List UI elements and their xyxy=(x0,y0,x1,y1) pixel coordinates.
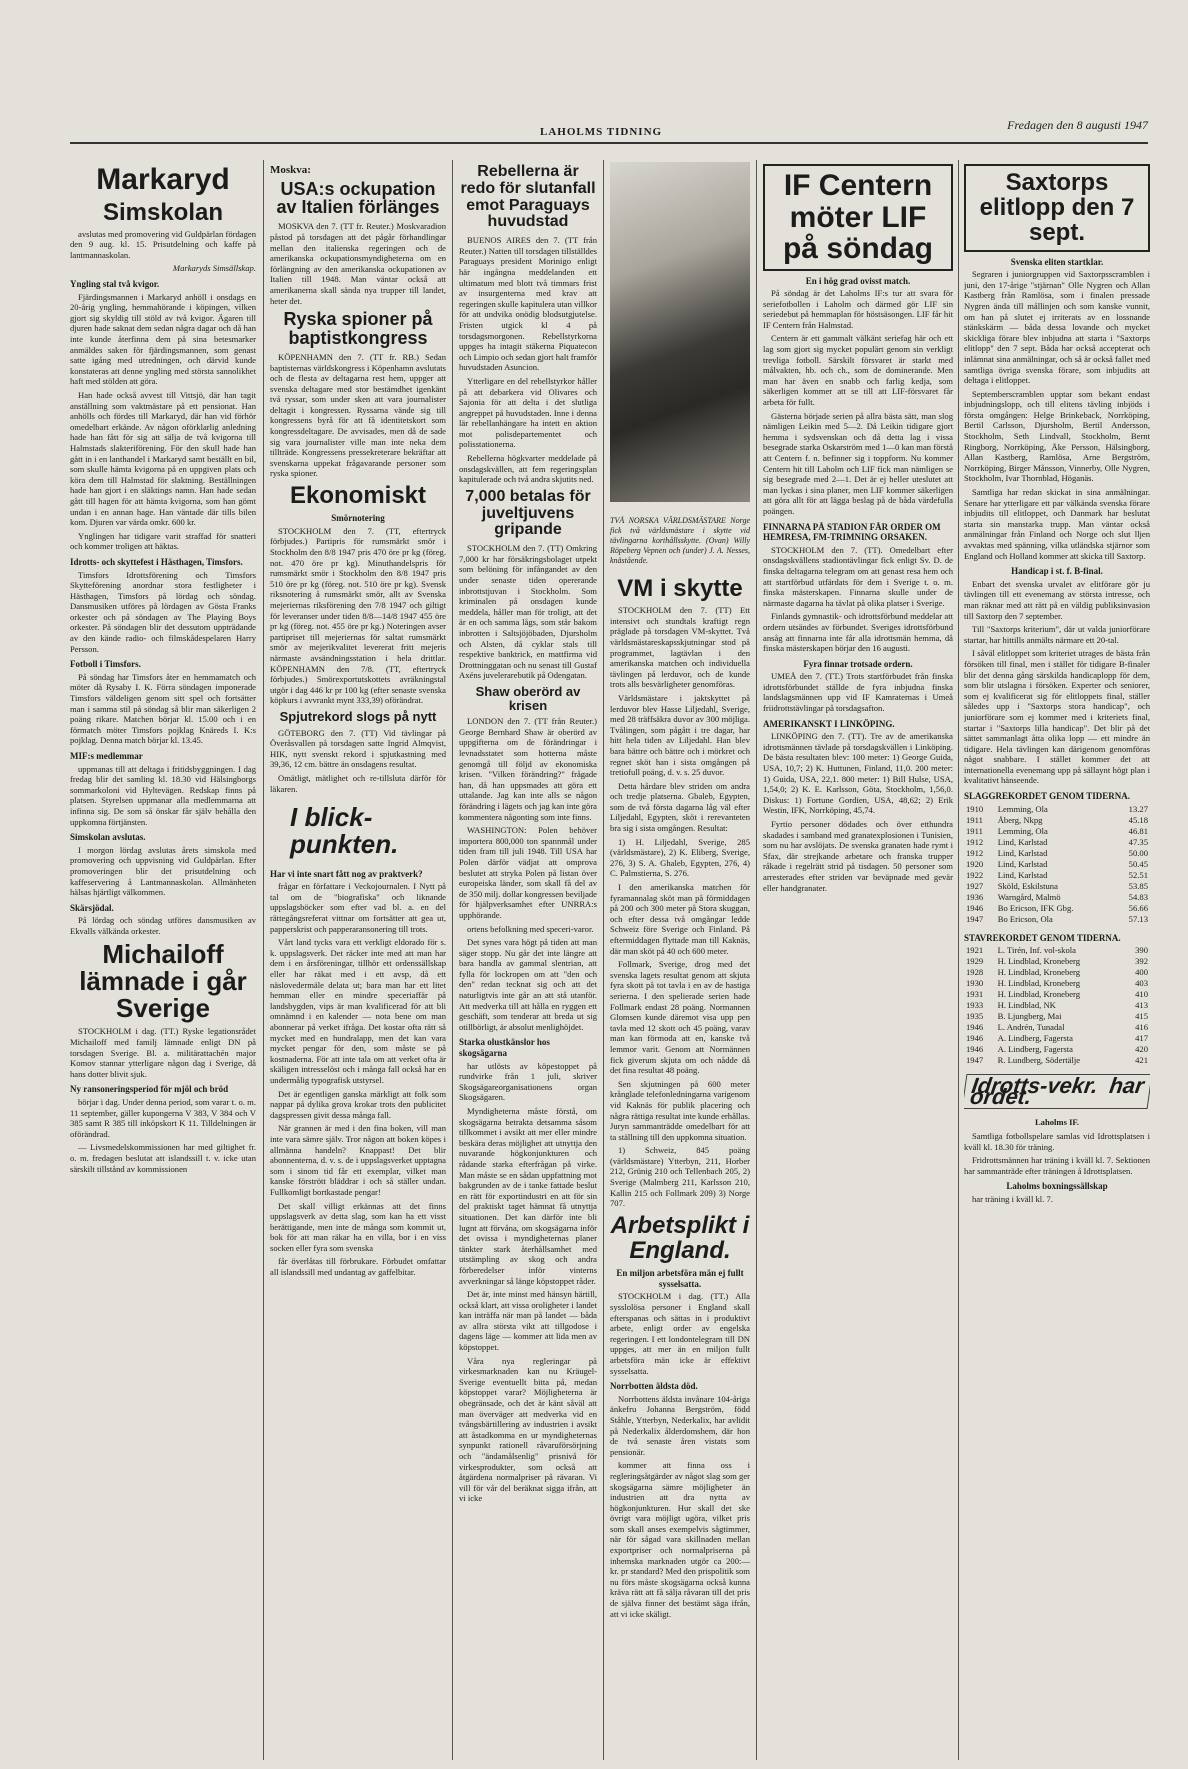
result-cell: 47.35 xyxy=(1128,836,1148,847)
year-cell: 1910 xyxy=(966,803,984,814)
paragraph: har utlösts av köpestoppet på rundvirke från 1 juli, skriver Skogsägareorganisationens organ Skogsägaren. xyxy=(459,1060,597,1103)
result-cell: 13.27 xyxy=(1128,803,1148,814)
subheading: Laholms boxningssällskap xyxy=(1006,1181,1108,1192)
subheading: En miljon arbetsföra män ej fullt sysselsatta. xyxy=(616,1268,744,1289)
athlete-cell: H. Lindblad, Kroneberg xyxy=(997,956,1081,967)
paragraph: STOCKHOLM den 7. (TT, eftertryck förbjudes.) Partipris för rumsmärkt smör i Stockholm den 8/8 1947 pris 470 öre pr kg (föreg. not. 470 öre pr kg). Minuthandelspris för rumsmärkt smör i Stockholm den 8/8 1947 pris 510 öre pr kg (föreg. not. 510 öre pr kg). Svensk riksnotering å rumsmärkt smör, allt av Svenska mejeriernas riksförening den 7/8 1947 och giltigt för leveranser under tiden 8/8—14/8 1947 455 öre pr kg (föreg. not. 455 öre pr kg.) Noteringen avser partipriset till mejeriernas för saltat rumsmärkt smör av mejerikvalitet levererat fritt mejeris närmaste avsändningsstation i hela drittlar. KÖPENHAMN den 7/8. (TT, eftertryck förbjudes.) Smörexportutskottets avräkningstal utgör i dag 446 kr pr 100 kg (efter senaste svenska köpkurs i avvrankt mynt 333,39) oförändrat. xyxy=(270,525,446,706)
photo-norwegian-shooters xyxy=(610,162,750,565)
year-cell: 1922 xyxy=(966,869,984,880)
result-cell: 413 xyxy=(1135,1000,1148,1011)
paragraph: Han hade också avvest till Vittsjö, där han tagit anställning som vaktmästare på ett pensionat. Han anhölls och fördes till Markaryd, där han vid förhör omedelbart erkände. Av någon oförklarlig anledning hade han fått för sig att sälja de två kvigorna till Halmstads slakteriförening. För den skull hade han gått in i en lanthandel i Markaryd samt beställt en bil, som skulle hämta kvigorna på en uppgiven plats och köra dem till Halmstad för slaktning. Beställningen hade han gjort i en släktings namn. Han hade sedan gått till hagen för att hämta kvigorna, som han gömt undan i en annan hage. Han väntade där tills bilen kom. Djuren var värda omkr. 600 kr. xyxy=(70,390,256,528)
year-cell: 1947 xyxy=(966,913,984,924)
subheading: MIF:s medlemmar xyxy=(70,751,143,761)
table-row xyxy=(964,914,1150,925)
year-cell: 1946 xyxy=(966,1033,984,1044)
result-cell: 390 xyxy=(1135,945,1148,956)
slaggrekord-table xyxy=(964,804,1150,925)
paragraph: På lördag och söndag utföres dansmusiken av Ekvalls välkända orkester. xyxy=(70,915,256,936)
result-cell: 52.51 xyxy=(1128,869,1148,880)
paragraph: Omätligt, mätlighet och re-tillsluta därför för läkaren. xyxy=(270,772,446,794)
column-rule xyxy=(263,160,264,1760)
paragraph: kommer att finna oss i regleringsåtgärder av något slag som ger skogsägarna sämre möjligheter än industrien att dra nytta av högkonjunkturen. Hur skall det ske övrigt vara möjligt ugöra, vilket pris som skall anses exempelvis sågtimmer, när för sågad vara skillnaden mellan exportpriser och normalpriserna på inhemska marknaden utgör ca 200:— kr. pr standard? Med den prispolitik som nu förs måste skogsägarna också kunna kräva rätt att få sälja råvaran till det pris de själva finner det bestämt säga ifrån, att vi icke skäligt. xyxy=(610,1460,750,1619)
table-row xyxy=(964,815,1150,826)
paragraph: STOCKHOLM i dag. (TT.) Ryske legationsrådet Michailoff med familj lämnade enligt DN på torsdagen Sverige. Bl. a. militärattachén major Komov stannar ytterligare någon dag i Sverige, då hans dotter blivit sjuk. xyxy=(70,1026,256,1079)
result-cell: 50.45 xyxy=(1128,858,1148,869)
column-rule xyxy=(603,160,604,1760)
subheading: Skärsjödal. xyxy=(70,902,114,913)
athlete-cell: H. Lindblad, NK xyxy=(997,1000,1056,1011)
column-markaryd xyxy=(70,160,256,1760)
paragraph: Sen skjutningen på 600 meter krånglade telefonledningarna varigenom vid Kaknäs för publik placering och några rättiga resultat inte kunde erhållas. Juryn sammanträdde omedelbart för att ta ställning till den uppkomna situation. xyxy=(610,1078,750,1142)
subheading: AMERIKANSKT I LINKÖPING. xyxy=(763,718,895,729)
subheading: Svenska eliten startklar. xyxy=(1010,256,1104,267)
athlete-cell: Bo Ericson, Ola xyxy=(997,913,1053,924)
subheading: Norrbotten äldsta död. xyxy=(610,1381,698,1392)
athlete-cell: L. Andrén, Tunadal xyxy=(997,1022,1065,1033)
paragraph: MOSKVA den 7. (TT fr. Reuter.) Moskvaradion påstod på torsdagen att det pågår förhandlingar mellan den italienska regeringen och de amerikanska ockupationsmyndigheterna om en förlängning av den amerikanska ockupationen av Italien till 1948. Man väntar också att amerikanerna skall sända nya trupper till landet, heter det. xyxy=(270,221,446,306)
paragraph: På söndag har Timsfors åter en hemmamatch och möter då Rysaby I. K. Förra söndagen imponerade Timsfors väldeligen genom sitt spel och fortsätter man i samma stil på söndag så blir man säkerligen 2 poäng rikare. Matchen börjar kl. 15.00 och i en förmatch möter Timsfors pojklag Knäreds I. K:s pojklag. Denna match börjar kl. 13.45. xyxy=(70,671,256,746)
subheading: Ny ransoneringsperiod för mjöl och bröd xyxy=(70,1084,229,1095)
year-cell: 1911 xyxy=(966,825,983,836)
paragraph: Världsmästare i jaktskyttet på lerduvor blev Hasse Liljedahl, Sverige, med 28 träffsäkra duvor av 300 möjliga. Tvålingen, som pågått i tre dagar, har hitt hela tiden av Liljedahl. Han blev bara bättre och bättre och i mörkret och regnet sköt han i sista omgången på tretiofull poäng, d. v. s. 25 duvor. xyxy=(610,692,750,778)
paragraph: LONDON den 7. (TT från Reuter.) George Bernhard Shaw är oberörd av uppgifterna om de förändringar i levnadsstatet som hotterna måste genomgå till följd av ekonomiska krisen. "Vilken förändring?" frågade han, då han uppsmades att göra ett uttalande. Jag kan inte alls se någon förändring i lägets och jag kan inte göra kommentera någonting som inte finns. xyxy=(459,716,597,822)
athlete-cell: Lind, Karlstad xyxy=(997,858,1048,869)
paragraph: STOCKHOLM den 7. (TT) Ett intensivt och stundtals kraftigt regn präglade på torsdagen VM-skyttet. Två världsmästareskapsskjutningar stod på programmet, lagtävlan i den amerikanska matchen och individuella tävlingen på lerduvor, och de kunde trots alls besvärligheter genomföras. xyxy=(610,605,750,690)
paragraph: I morgon lördag avslutas årets simskola med promovering och uppvisning vid Guldpärlan. Efter promoveringen blir det prisutdelning och kaffeservering å Lantmannaskolan. Allmänheten hälsas hjärtligt välkommen. xyxy=(70,844,256,898)
subheading: FINNARNA PÅ STADION FÅR ORDER OM HEMRESA, FM-TRIMNING ORSAKEN. xyxy=(763,521,941,543)
paragraph: Septemberscramblen upptar som bekant endast inbjudningslopp, och till elitens tävling inbjöds i första omgången: Helge Brinkeback, Norrköping, Bertil Carlsson, Djursholm, Bertil Andersson, Stockholm, Seth Lindvall, Stockholm, Bernt Ringborg, Norrköping, Åke Persson, Hälsingborg, Allan Kastberg, Ramlösa, Arne Bergström, Norrköping, Birger Månsson, Vinnerby, Olle Nygren, Stockholm, Ivar Thornblad, Höganäs. xyxy=(964,388,1150,484)
subheading: Simskolan avslutas. xyxy=(70,832,146,843)
paragraph: Samtliga har redan skickat in sina anmälningar. Senare har ytterligare ett par välkända svenska förare inbjudits till elitloppet, och Danmark har beslutat starta sin manstarka trupp. Man väntar också anmälningar från Finland och Norge och slut lljen avvaktas med spänning, vilka utländska stjärnor som England och Holland kommer att skicka till Saxtorp. xyxy=(964,487,1150,561)
result-cell: 392 xyxy=(1135,956,1148,967)
paragraph: 1) H. Liljedahl, Sverige, 285 (världsmästare), 2) K. Eliberg, Sverige, 276, 3) S. A. Ghaleb, Egypten, 276, 4) C. Palmstierna, S. 276. xyxy=(610,836,750,879)
headline-saxtorp: Saxtorps elitlopp den 7 sept. xyxy=(979,169,1135,247)
paragraph: Samtliga fotbollspelare samlas vid Idrottsplatsen i kväll kl. 18.30 för träning. xyxy=(964,1131,1150,1152)
paragraph: Fridrottsmännen har träning i kväll kl. 7. Sektionen har sammanträde efter träningen å Idrottsplatsen. xyxy=(964,1155,1150,1176)
table-row xyxy=(964,903,1150,914)
result-cell: 54.83 xyxy=(1128,891,1148,902)
idrotts-logo: Idrotts-vekr. har ordet. xyxy=(964,1074,1150,1109)
headline-ryska-spioner: Ryska spioner på baptistkongress xyxy=(283,309,433,349)
athlete-cell: Lind, Karlstad xyxy=(997,869,1048,880)
paragraph: 1) Schweiz, 845 poäng (världsmästare) Ytterbyn, 211, Horber 212, Grünig 210 och Tellenbach 205, 2) Sverige (Malmberg 211, Karlsson 210, Kallin 215 och Follmark 209) 3) Norge 707. xyxy=(610,1145,750,1209)
paragraph: Ynglingen har tidigare varit straffad för snatteri och kommer troligen att häktas. xyxy=(70,530,256,552)
subheading: Starka olustkänslor hos skogsägarna xyxy=(459,1037,550,1059)
paragraph: LINKÖPING den 7. (TT). Tre av de amerikanska idrottsmännen tävlade på torsdagskvällen i Linköping. De bästa resultaten blev: 100 meter: 1) George Guida, USA, 10,7; 2) K. Huttunen, Finland, 11,0. 200 meter: 1) Guida, USA, 22,1. 800 meter: 1) Bill Hulse, USA, 1,54,0; 2) K. E. Karlsson, Göta, Stockholm, 1,56,0. Diskus: 1) Fortune Gordien, USA, 48,62; 2) Erik Westin, IFK, Norrköping, 45,74. xyxy=(763,731,953,816)
headline-if-centern: IF Centern möter LIF på söndag xyxy=(782,169,933,265)
paragraph: Fjärdingsmannen i Markaryd anhöll i onsdags en 20-årig yngling, hemmahörande i köpingen, vilken gjort sig skyldig till stöld av två kvigor. Ägaren till djuren hade saknat dem sedan några dagar och då han inte kunde återfinna dem på sina betesmarker anmäldes saken för fjärdingsmannen, som genast satte igång med utredningen, och därvid kunde konstateras att denne yngling med största sannolikhet haft med stölden att göra. xyxy=(70,291,256,387)
paragraph: börjar i dag. Under denna period, som varar t. o. m. 11 september, gäller kupongerna V 383, V 384 och V 385 samt R 385 till inköpskort K 11. Tilldelningen är oförändrad. xyxy=(70,1096,256,1139)
boxed-headline xyxy=(964,164,1150,252)
column-saxtorp xyxy=(964,160,1150,1760)
paragraph: UMEÅ den 7. (TT.) Trots startförbudet från finska idrottsförbundet ställde de fyra inbjudna finska landslagsmännen upp vid IF Kamraternas i Umeå friidrottstävlingar på torsdagsafton. xyxy=(763,671,953,714)
athlete-cell: Warngård, Malmö xyxy=(997,891,1061,902)
athlete-cell: Lemming, Ola xyxy=(997,803,1048,814)
table-row xyxy=(964,892,1150,903)
athlete-cell: Bo Ericson, IFK Gbg. xyxy=(997,902,1074,913)
table-title: STAVREKORDET GENOM TIDERNA. xyxy=(964,932,1121,943)
table-title: SLAGGREKORDET GENOM TIDERNA. xyxy=(964,791,1130,802)
year-cell: 1946 xyxy=(966,1022,984,1033)
photo-caption: TVÅ NORSKA VÄRLDSMÄSTARE Norge fick två världsmästare i skytte vid tävlingarna korthållsskytte. (Ovan) Willy Röpeberg Vepnen och (under) J. A. Nesses, knästående. xyxy=(610,516,750,565)
paragraph: Centern är ett gammalt välkänt seriefag här och ett lag som gjort sig mycket populärt genom sin verkligt trevliga fotboll. Särskilt försvaret är starkt med målvakten, hb. och ch., som de dominerande. Men man har även en snabb och farlig kedja, som säkerligen kommer att se till att LIF-försvaret får arbeta för fullt. xyxy=(763,333,953,408)
athlete-cell: Sköld, Eskilstuna xyxy=(997,880,1058,891)
athlete-cell: H. Lindblad, Kroneberg xyxy=(997,978,1081,989)
blick-line-2: punkten. xyxy=(290,829,399,860)
blick-line-1: I blick- xyxy=(290,802,373,833)
paragraph: Gästerna började serien på allra bästa sätt, man slog nämligen Leikin med 5—2. Då Leikin tidigare gjort hemma i sydsvenskan och då detta lag i vissa besegrade starka Oskarström med 1—0 kan man förstå att Centern f. n. befinner sig i toppform. Nu kommer Centern hit till Laholm och LIF fick man nämligen se sig besegrade med 2—1. Det är ej heller uteslutet att man lyckas i sina planer, men LIF kommer säkerligen att göra allt för att lägga beslag på de båda värdefulla poängen. xyxy=(763,410,953,516)
paragraph: Fyrtio personer dödades och över etthundra skadades i samband med granatexplosionen i Tunisien, som nu har avslöjats. De svenska granaten hade rymt i Sfax, där strejkande arbetare och franska trupper råkade i regelrätt strid på tisdagen. 50 personer som arresterades efter striden var beväpnade med gevär eller handgranater. xyxy=(763,819,953,893)
column-football xyxy=(763,160,953,1760)
subheading: Fyra finnar trotsade ordern. xyxy=(803,658,913,669)
paragraph: STOCKHOLM den 7. (TT) Omkring 7,000 kr har försäkringsbolaget utpekt som belöning för infångandet av den under senaste tiden opererande inbrottstjuvan i Stockholm. Som kriminalen på onsdagen kunde meddela, håller man för troligt, att det är en och samma lågs, som står bakom inbrotten i Saltsjöjöbaden, Djursholm och Alsten, då cyklar stals till respektive banktrick, en mattfirma vid Drottninggatan och nu senast till Gustaf Axéns juvelerarebutik på Odengatan. xyxy=(459,543,597,681)
result-cell: 416 xyxy=(1135,1022,1148,1033)
table-row xyxy=(964,989,1150,1000)
paragraph: När grannen är med i den fina boken, vill man inte vara sämre själv. Tror någon att boken köpes i allmänna handeln? Knappast! Det blir abonnenterna, d. v. s. de i uppslagsverket upptagna som i sinom tid får ett exemplar, vilket man kanske förstrött bläddrar i och så ställer undan. Fullkomligt bortkastade pengar! xyxy=(270,1123,446,1197)
paragraph: Detta hårdare blev striden om andra och tredje platserna. Gbaleb, Egypten, som de två första dagarna låg väl efter Liljedahl, Egypten, sköt i rerevanteten bra sig i sista omgången. Resultat: xyxy=(610,780,750,834)
year-cell: 1912 xyxy=(966,836,984,847)
paragraph: Segraren i juniorgruppen vid Saxtorpsscramblen i juni, den 17-årige "stjärnan" Olle Nygren och Allan Kastberg från Ramlösa, som i finalen pressade Nygren ända till mållinjen och som kanske vunnit, om han på slutet ej irriterats av en lossnande stänkskärm — båda dessa lovande och mycket skickliga förare blev inbjudna att starta i "Saxtorps elitlopp" den 7 sept. Båda har också accepterat och inlämnat sina anmälningar, och så är också fallet med samtliga övriga svenska förare, som inbjudits att deltaga i elitloppet. xyxy=(964,269,1150,386)
paragraph: I såväl elitloppet som kriteriet utrages de bästa från försöken till final, men i stället för tidigare B-finaler blir det denna gång särskilda handicaplopp för dem, som blir utslagna i försöken. Experter och seniorer, som ej kvalificerat sig för elitloppets final, ställer således upp i "Saxtorps stora handicap", och juniorförare som ej kommer med i kriteriets final, startar i "Saxtorps lilla handicap". Det blir på det sättet sammanlagt åtta olika lopp — ett mindre än tidigare. Hela tävlingen kan därigenom genomföras något snabbare. I stället kommer det att internationella evenemang upp på sällaynt högt plan i kvalitativt hänseende. xyxy=(964,648,1150,786)
result-cell: 45.18 xyxy=(1128,814,1148,825)
headline-shaw: Shaw oberörd av krisen xyxy=(475,683,581,713)
paragraph: WASHINGTON: Polen behöver importera 800,000 ton spannmål under tiden fram till juli 1948. Till USA har Polen därför vädjat att omprova beslutet att stryka Polen på listan över europeiska länder, som skall få del av de 350 milj. dollar kongressen beviljade för hjälpverksamhet efter UNRRA:s upphörande. xyxy=(459,825,597,920)
result-cell: 410 xyxy=(1135,989,1148,1000)
table-row xyxy=(964,1044,1150,1055)
result-cell: 53.85 xyxy=(1128,880,1148,891)
result-cell: 50.00 xyxy=(1128,847,1148,858)
paragraph: får överlåtas till förbrukare. Förbudet omfattar all islandssill med undantag av gaffelbitar. xyxy=(270,1256,446,1278)
paragraph: Det är egentligen ganska märkligt att folk som nappar på dylika grova krokar trots den publicitet dagspressen givit dessa många fall. xyxy=(270,1088,446,1120)
paragraph: Enbart det svenska urvalet av elitförare gör ju tävlingen till ett evenemang av största intresse, och man räknar med att rätt på en väldig publiksinvasion till Saxtorp den 7 september. xyxy=(964,578,1150,621)
result-cell: 56.66 xyxy=(1128,902,1148,913)
boxed-headline xyxy=(763,164,953,271)
signature: Markaryds Simsällskap. xyxy=(172,263,256,274)
year-cell: 1935 xyxy=(966,1011,984,1022)
table-row xyxy=(964,881,1150,892)
result-cell: 417 xyxy=(1135,1033,1148,1044)
headline-simskolan: Simskolan xyxy=(102,198,224,226)
athlete-cell: R. Lundberg, Södertälje xyxy=(997,1055,1081,1066)
headline-usa-ockupation: USA:s ockupation av Italien förlänges xyxy=(276,178,440,218)
paragraph: BUENOS AIRES den 7. (TT från Reuter.) Natten till torsdagen tillställdes Paraguays president Morinigo enligt här ingångna meddelanden ett ultimatum med blott två timmars frist av insurgenterna med krav att regeringen skulle kapitulera utan villkor för att undvika onödig blodsutgjutelse. Fristen utgick kl 4 på torsdagsmorgonen. Rebellstyrkorna uppges ha intagit stäkerna Piquatecon och Limpio och sedan gjort halt framför huvudstaden Asuncion. xyxy=(459,235,597,373)
table-row xyxy=(964,1033,1150,1044)
table-row xyxy=(964,978,1150,989)
year-cell: 1921 xyxy=(966,945,984,956)
athlete-cell: H. Lindblad, Kroneberg xyxy=(997,989,1081,1000)
athlete-cell: Åberg, Nkpg xyxy=(997,814,1043,825)
year-cell: 1946 xyxy=(966,1044,984,1055)
headline-michailoff: Michailoff lämnade i går Sverige xyxy=(79,938,247,1024)
paragraph: Norrbottens äldsta invånare 104-åriga änkefru Johanna Bergström, född Ståhle, Ytterbyn, Nederkalix, har avlidit på Nederkalix ålderdomshem, där hon de två senaste åren vistats som pensionär. xyxy=(610,1393,750,1457)
subheading: Handicap i st. f. B-final. xyxy=(1011,566,1103,577)
column-ussr xyxy=(270,160,446,1760)
subheading: Idrotts- och skyttefest i Hästhagen, Timsfors. xyxy=(70,556,243,567)
table-row xyxy=(964,945,1150,956)
table-row xyxy=(964,1000,1150,1011)
athlete-cell: Lind, Karlstad xyxy=(997,847,1048,858)
paragraph: Det är, inte minst med hänsyn härtill, också klart, att vissa oroligheter i landet kan inträffa när man på landet — båda av allra största vikt att tillgodose i dagens läge — kommer att lida men av köpstoppet. xyxy=(459,1289,597,1353)
paragraph: STOCKHOLM i dag. (TT.) Alla sysslolösa personer i England skall efterspanas och sättas in i produktivt arbete, enligt order av engelska regeringen. I ett londontelegram till DN uppges, att mer än en miljon fullt arbetsföra män icke är effektivt sysselsatta. xyxy=(610,1291,750,1376)
year-cell: 1912 xyxy=(966,847,984,858)
athlete-cell: A. Lindberg, Fagersta xyxy=(997,1044,1073,1055)
year-cell: 1929 xyxy=(966,956,984,967)
kicker: Moskva: xyxy=(270,164,311,176)
masthead xyxy=(70,112,1148,144)
athlete-cell: Lind, Karlstad xyxy=(997,836,1048,847)
paragraph: Timsfors Idrottsförening och Timsfors Skytteförening anordnar stora festligheter i Hästhagen, Timsfors på lördag och söndag. Dansmusiken utföres på lördagen av Gösta Franks orkester och på söndagen av The Playing Boys orkester. På söndagen blir det dessutom uppträdande av den kände radio- och filmskådespelaren Harry Persson. xyxy=(70,569,256,654)
result-cell: 46.81 xyxy=(1128,825,1148,836)
paragraph: Finlands gymnastik- och idrottsförbund meddelar att ordern utsändes av förbundet. Sveriges idrottsförbund ansåg att finnarna inte får alla idrottsmän hemma, då finska mästerskapen börjar den 16 augusti. xyxy=(763,611,953,654)
subheading: En i hög grad ovisst match. xyxy=(805,275,911,286)
headline-juveltjuven: 7,000 betalas för juveltjuvens gripande xyxy=(465,487,591,539)
paragraph: Våra nya regleringar på virkesmarknaden kan nu Kräugel-Sverige eventuellt bitta på, medan köpstoppet varar? Möjligheterna är obegränsade, och det är känt såväl att man överväger att medverka vid en tvångsbärtillering av industrien i avsikt att åstadkomma en ur myndigheternas synpunkt rationell råvaruförsörjning och "ändamålsenlig" prisnivå för virkesprodukter, som också att åtgärdena normalpriser på rävaran. Vi vill för vår del beräknat sigga ifrån, att vi icke xyxy=(459,1355,597,1504)
subheading: Smörnotering xyxy=(331,513,385,524)
headline-i-blickpunkten xyxy=(290,804,446,859)
paragraph: Myndigheterna måste förstå, om skogsägarna betrakta detsamma såsom tillkommet i avsikt att mer eller mindre beskära deras möjlighet att utnyttja den nuvarande högkonjunkturen och rådande starka efterfrågan på virke. Man måste se en sådan uppfattning mot bakgrunden av de i tanke fattade beslut en rätt för exportindustri en att för sin del praktiskt taget hämnat få utnyttja situationen. Det kan därför inte bli lugnt att förvåna, om skogsägarna inför det ovissa i myndigheternas planer tänkter stark återhållsamhet med utstämpling av skog och andra förberedelser inför vinterns avverkningar så länge köpstoppet råder. xyxy=(459,1106,597,1286)
year-cell: 1927 xyxy=(966,880,984,891)
table-row xyxy=(964,956,1150,967)
table-row xyxy=(964,804,1150,815)
paragraph: Vårt land tycks vara ett verkligt eldorado för s. k. uppslagsverk. Det räcker inte med att man har dem i en årsföreningar, tillhör ett ordenssällskap eller har räkat med i ett avsp, då ett näslovedermäle delata ut; bara man har ett litet hemman eller en mindre speceriaffär på landsbygden, vips är man kvalificerad för att bli omnämnd i en kalender — nota bene om man abonnerar på verket ifråga. Det kostar ofta rätt så mycket med en hundralapp, men det kan vara mycket pengar för den, som måste se på kostnaderna. För att inte tala om att verket ofta är skäligen intresselöst och i många fall också har en undermålig typografisk utstyrsel. xyxy=(270,937,446,1085)
athlete-cell: L. Tirén, Inf. vol-skola xyxy=(997,945,1076,956)
year-cell: 1911 xyxy=(966,814,983,825)
year-cell: 1946 xyxy=(966,902,984,913)
paragraph: — Livsmedelskommissionen har med giltighet fr. o. m. fredagen beslutat att islandssill t. v. icke utan särskilt tillstånd av kommissionen xyxy=(70,1142,256,1174)
signature: Laholms IF. xyxy=(1034,1117,1080,1128)
column-rule xyxy=(756,160,757,1760)
paragraph: Follmark, Sverige, drog med det svenska lagets resultat genom att skjuta fyra skott på tot tavla i en av de hastiga serierna. I den spelierade serien hade Follmark endast 28 poäng. Normannen Glomsen kunde däremot visa upp pen tavla med 12 skott och 45 poäng, varav man kan förmoda att en, kanske två lemmor varit. Genom att Normännen fick giverum skjuta om och nådde då det fina resultat 48 poäng. xyxy=(610,959,750,1076)
paragraph: Till "Saxtorps kriterium", där ut valda juniorförare startar, har hittills anmälts närmare ett 20-tal. xyxy=(964,624,1150,645)
year-cell: 1930 xyxy=(966,978,984,989)
result-cell: 403 xyxy=(1135,978,1148,989)
year-cell: 1933 xyxy=(966,1000,984,1011)
paragraph: ortens befolkning med speceri-varor. xyxy=(467,923,594,934)
athlete-cell: B. Ljungberg, Mai xyxy=(997,1011,1062,1022)
paragraph: KÖPENHAMN den 7. (TT fr. RB.) Sedan baptisternas världskongress i Köpenhamn avslutats och de flesta av deltagarna rest hem, uppger att svenska deltagare med stor bestämdhet igenkänt två ryssar, som under sken att vara journalister deltagit i kongressen. Ryssarna vände sig till kongressens byrå för att få identitetskort som kongressdeltagare. De avvisades, men då de sade sig vara journalister ville man inte neka dem tillträde. Kongressens pressekreterare bekräftar att svenskarna uppekat frågavarande personer som ryska spioner. xyxy=(270,351,446,479)
column-photo-skytte xyxy=(610,160,750,1760)
paragraph: I den amerikanska matchen för fyramannalag sköt man på förmiddagen på 200 och 300 meter på Stora skuggan, och efter dessa två omgångar ledde Schweiz före Sverige och Finland. På eftermiddagen flyttade man till Kaknäs, där man sköt på 40 och 600 meter. xyxy=(610,882,750,956)
paragraph: avslutas med promovering vid Guldpärlan fördagen den 9 aug. kl. 15. Prisutdelning och kaffe på lantmannaskolan. xyxy=(70,228,256,260)
headline-arbetsplikt: Arbetsplikt i England. xyxy=(610,1211,750,1265)
column-rule xyxy=(958,160,959,1760)
column-paraguay xyxy=(459,160,597,1760)
athlete-cell: H. Lindblad, Kroneberg xyxy=(997,967,1081,978)
table-row xyxy=(964,826,1150,837)
subheading: Fotboll i Timsfors. xyxy=(70,659,141,670)
result-cell: 420 xyxy=(1135,1044,1148,1055)
table-row xyxy=(964,1011,1150,1022)
result-cell: 400 xyxy=(1135,967,1148,978)
result-cell: 415 xyxy=(1135,1011,1148,1022)
table-row xyxy=(964,848,1150,859)
headline-spjutrekord: Spjutrekord slogs på nytt xyxy=(279,708,437,724)
paragraph: GÖTEBORG den 7. (TT) Vid tävlingar på Överåsvallen på torsdagen satte Ingrid Almqvist, HIK, nytt svenskt rekord i spjutkastning med 39,36, 12 cm. bättre än onsdagens resultat. xyxy=(270,727,446,770)
paragraph: frågar en författare i Veckojournalen. I Nytt på tal om de "biografiska" och liknande uppslagsböcker som efter vad bl. a. en del rättegångsreferat vittnar om fortsätter att gea ut, papperskrist och papperaransonering till trots. xyxy=(270,881,446,934)
result-cell: 421 xyxy=(1135,1055,1148,1066)
paragraph: STOCKHOLM den 7. (TT). Omedelbart efter onsdagskvällens stadiontävlingar fick enligt Sv. D. de finska deltagarna telegram om att genast resa hem och att startförbud utfärdats för dem i Sverige t. o. m. finska mästerskapen. Finnarna skulle under de närmaste dagarna ha tävlat på olika platser i Sverige. xyxy=(763,544,953,608)
headline-ekonomiskt: Ekonomiskt xyxy=(289,482,427,510)
year-cell: 1931 xyxy=(966,989,984,1000)
paragraph: Rebellerna högkvarter meddelade på onsdagskvällen, att fem regeringsplan kapitulerade och två andra skjutits ned. xyxy=(459,453,597,485)
subheading: Har vi inte snart fått nog av praktverk? xyxy=(270,868,423,879)
result-cell: 57.13 xyxy=(1128,913,1148,924)
paragraph: uppmanas till att deltaga i fritidsbyggningen. I dag fredag blir det samling kl. 18.30 vid Hälsingborgs sommarkoloni vid Hyltevägen. Redskap finns på platsen. Styrelsen uppmanar alla medlemmarna att infinna sig. De som så önskar får själv behålla den uppkomna förtjänsten. xyxy=(70,763,256,827)
column-rule xyxy=(452,160,453,1760)
table-row xyxy=(964,837,1150,848)
headline-rebellerna: Rebellerna är redo för slutanfall emot Paraguays huvudstad xyxy=(460,163,596,231)
paragraph: har träning i kväll kl. 7. xyxy=(972,1194,1053,1204)
stavrekord-table xyxy=(964,945,1150,1066)
paragraph: Det synes vara högt på tiden att man säger stopp. Nu går det inte längre att bara handla av gammal slentrian, att fylla för lockropen om att "den och den" redan tecknat sig och att det naturligtvis inte går an att stå utanför. Att medverka till att hålla en ryggen ett geschäft, som tenderar att breda ut sig otillbörligt, är absolut menlighöjdet. xyxy=(459,937,597,1032)
paragraph: Det skall villigt erkännas att det finns uppslagsverk av detta slag, som kan ha ett visst berättigande, men inte de många som kommit ut, bok för att man räkar ha en villa, bor i en viss socken eller fyra som svenska xyxy=(270,1200,446,1253)
athlete-cell: Lemming, Ola xyxy=(997,825,1048,836)
table-row xyxy=(964,870,1150,881)
table-row xyxy=(964,1022,1150,1033)
year-cell: 1920 xyxy=(966,858,984,869)
paper-name: LAHOLMS TIDNING xyxy=(540,126,663,138)
year-cell: 1928 xyxy=(966,967,984,978)
year-cell: 1947 xyxy=(966,1055,984,1066)
paragraph: På söndag är det Laholms IF:s tur att svara för seriefotbollen i Laholm och därmed gör LIF sin seriedebut på hemmaplan för höstsäsongen. LIF får hit IF Centern från Halmstad. xyxy=(763,288,953,330)
year-cell: 1936 xyxy=(966,891,984,902)
headline-markaryd: Markaryd xyxy=(96,163,230,196)
headline-vm-skytte: VM i skytte xyxy=(617,575,743,602)
paragraph: Ytterligare en del rebellstyrkor håller på att debarkera vid Olivares och Sajonia för att delta i det slutliga angreppet på huvudstaden. Inne i denna lär rebellanhängare ha intett en aktion mot polisdepartementet och polisstationerna. xyxy=(459,375,597,450)
issue-date: Fredagen den 8 augusti 1947 xyxy=(1007,118,1148,132)
table-row xyxy=(964,859,1150,870)
athlete-cell: A. Lindberg, Fagersta xyxy=(997,1033,1073,1044)
table-row xyxy=(964,1055,1150,1066)
subheading: Yngling stal två kvigor. xyxy=(70,279,160,290)
table-row xyxy=(964,967,1150,978)
